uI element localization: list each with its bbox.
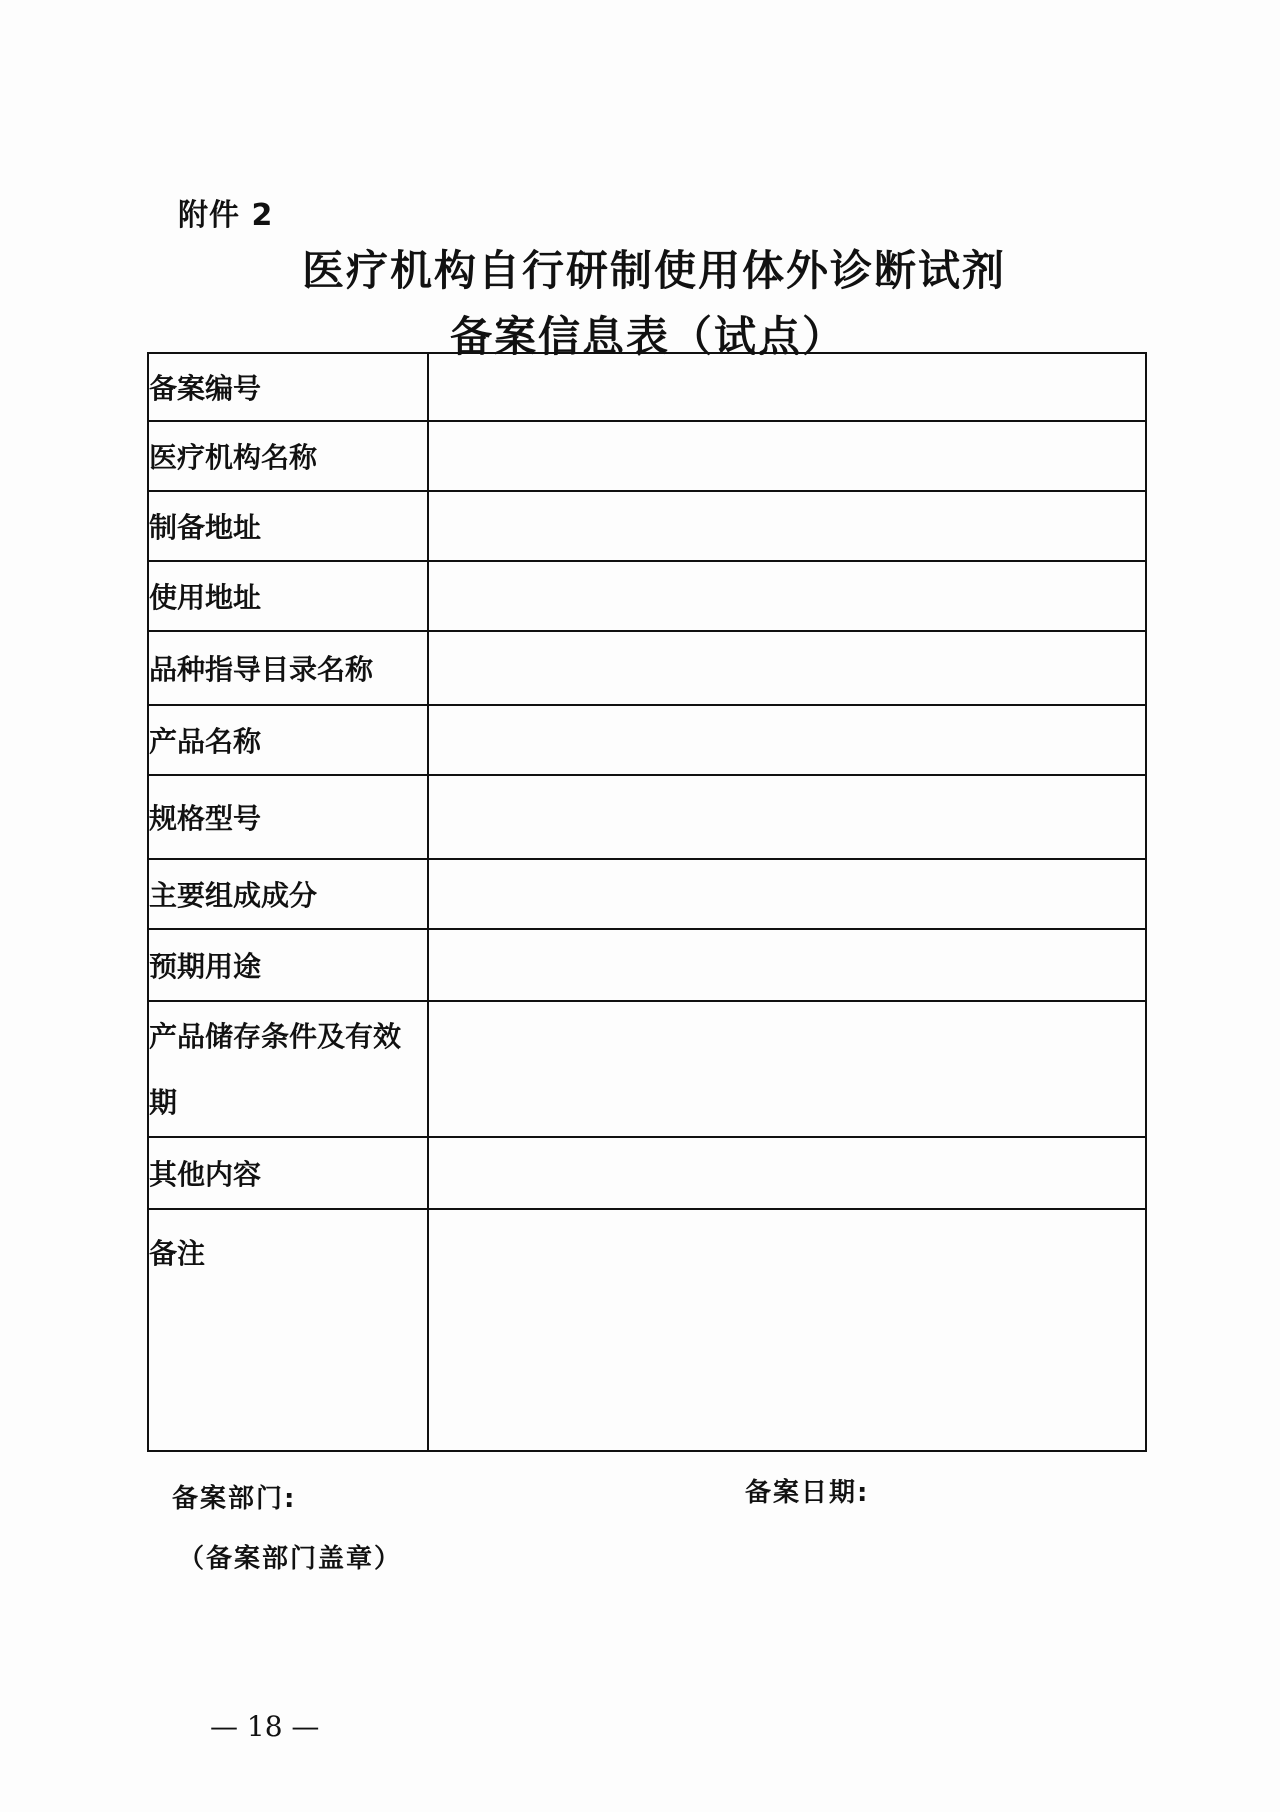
value-catalog-name [428, 631, 1146, 705]
table-row-other-content [148, 1137, 1146, 1209]
value-specification [428, 775, 1146, 859]
attachment-label: 附件 2 [178, 198, 274, 233]
table-row-product-name [148, 705, 1146, 775]
department-seal-note: （备案部门盖章） [178, 1544, 403, 1574]
value-institution-name [428, 421, 1146, 491]
table-row-intended-use [148, 929, 1146, 1001]
page-number: — 18 — [210, 1710, 320, 1743]
label-specification: 规格型号 [148, 775, 428, 859]
value-intended-use [428, 929, 1146, 1001]
label-main-components: 主要组成成分 [148, 859, 428, 929]
filing-date-label: 备案日期: [745, 1478, 870, 1508]
label-other-content: 其他内容 [148, 1137, 428, 1209]
label-intended-use: 预期用途 [148, 929, 428, 1001]
label-storage-conditions: 产品储存条件及有效期 [148, 1001, 428, 1137]
table-row-specification [148, 775, 1146, 859]
label-filing-number: 备案编号 [148, 353, 428, 421]
value-product-name [428, 705, 1146, 775]
label-institution-name: 医疗机构名称 [148, 421, 428, 491]
table-row-preparation-address [148, 491, 1146, 561]
table-row-filing-number [148, 353, 1146, 421]
value-usage-address [428, 561, 1146, 631]
form-title-line-2: 备案信息表（试点） [449, 312, 846, 361]
value-preparation-address [428, 491, 1146, 561]
table-row-storage-conditions [148, 1001, 1146, 1137]
form-title-line-1: 医疗机构自行研制使用体外诊断试剂 [301, 246, 1006, 295]
table-row-institution-name [148, 421, 1146, 491]
table-row-usage-address [148, 561, 1146, 631]
value-other-content [428, 1137, 1146, 1209]
table-row-catalog-name [148, 631, 1146, 705]
label-remarks: 备注 [148, 1209, 428, 1451]
value-remarks [428, 1209, 1146, 1451]
filing-info-table [147, 352, 1147, 1452]
value-main-components [428, 859, 1146, 929]
filing-department-label: 备案部门: [172, 1484, 297, 1514]
label-catalog-name: 品种指导目录名称 [148, 631, 428, 705]
label-preparation-address: 制备地址 [148, 491, 428, 561]
value-filing-number [428, 353, 1146, 421]
value-storage-conditions [428, 1001, 1146, 1137]
label-usage-address: 使用地址 [148, 561, 428, 631]
table-row-main-components [148, 859, 1146, 929]
label-product-name: 产品名称 [148, 705, 428, 775]
table-row-remarks [148, 1209, 1146, 1451]
